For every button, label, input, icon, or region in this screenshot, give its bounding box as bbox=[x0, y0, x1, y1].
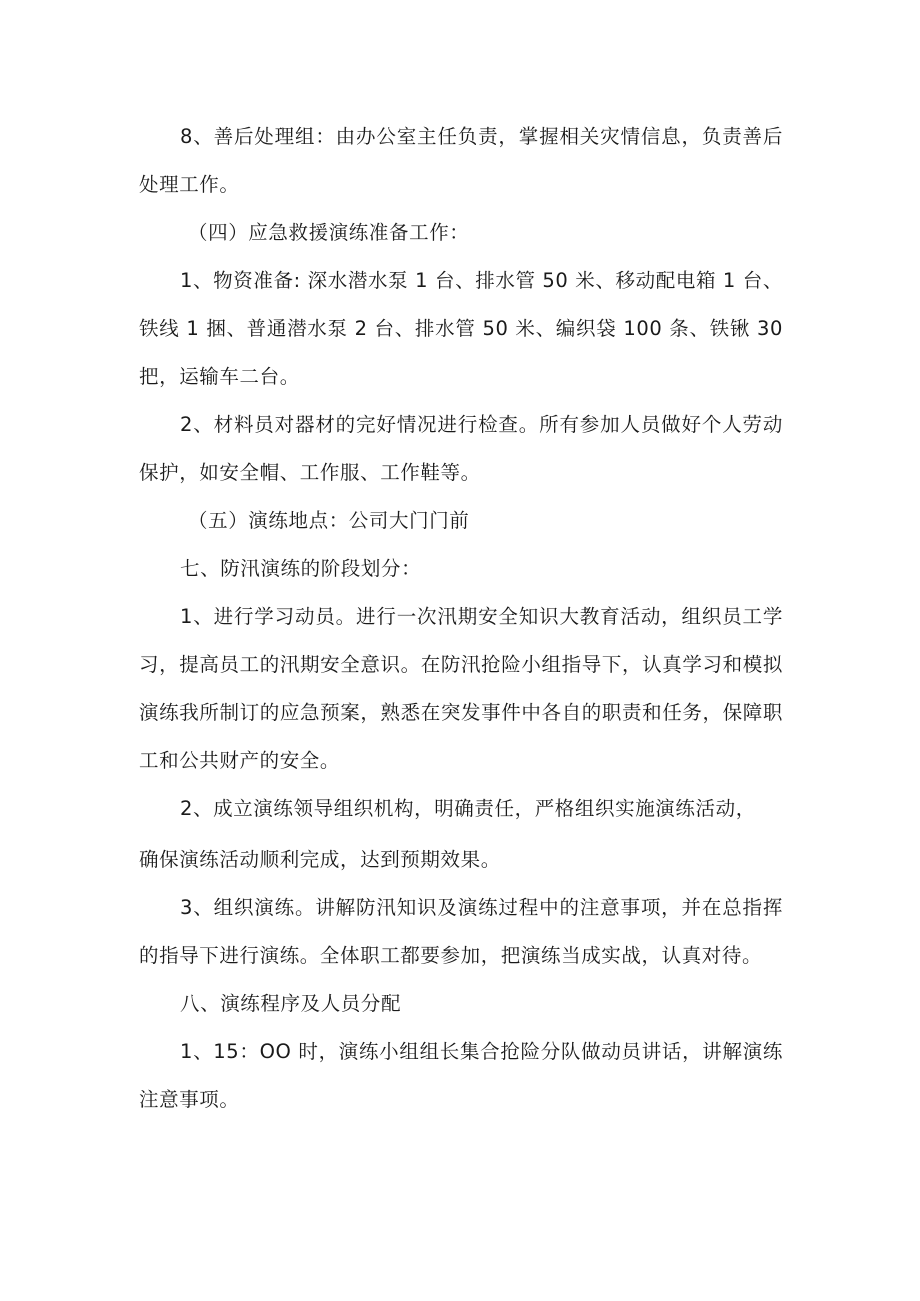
paragraph-study-mobilization: 1、进行学习动员。进行一次汛期安全知识大教育活动，组织员工学习，提高员工的汛期安全意识。在防汛抢险小组指导下，认真学习和模拟演练我所制订的应急预案，熟悉在突发事件中各自的职责和任务，保障职工和公共财产的安全。 bbox=[139, 605, 783, 772]
paragraph-section-5-location: （五）演练地点：公司大门门前 bbox=[188, 509, 470, 532]
heading-section-7: 七、防汛演练的阶段划分： bbox=[180, 557, 422, 580]
paragraph-organize-drill: 3、组织演练。讲解防汛知识及演练过程中的注意事项，并在总指挥的指导下进行演练。全体职工都要参加，把演练当成实战，认真对待。 bbox=[139, 896, 783, 967]
paragraph-section-4-heading: （四）应急救援演练准备工作： bbox=[188, 221, 470, 244]
paragraph-drill-procedure-1: 1、15：OO 时，演练小组组长集合抢险分队做动员讲话，讲解演练注意事项。 bbox=[139, 1040, 783, 1111]
paragraph-equipment-check: 2、材料员对器材的完好情况进行检查。所有参加人员做好个人劳动保护，如安全帽、工作服、工作鞋等。 bbox=[139, 413, 783, 484]
paragraph-aftermath-group: 8、善后处理组：由办公室主任负责，掌握相关灾情信息，负责善后处理工作。 bbox=[139, 125, 783, 196]
paragraph-leadership-setup-cont: 确保演练活动顺利完成，达到预期效果。 bbox=[139, 848, 501, 871]
paragraph-leadership-setup: 2、成立演练领导组织机构，明确责任，严格组织实施演练活动， bbox=[180, 797, 756, 820]
heading-section-8: 八、演练程序及人员分配 bbox=[180, 992, 402, 1015]
paragraph-materials-prep: 1、物资准备: 深水潜水泵 1 台、排水管 50 米、移动配电箱 1 台、铁线 1 捆、普通潜水泵 2 台、排水管 50 米、编织袋 100 条、铁锹 30 把，运输车二台。 bbox=[139, 269, 783, 388]
